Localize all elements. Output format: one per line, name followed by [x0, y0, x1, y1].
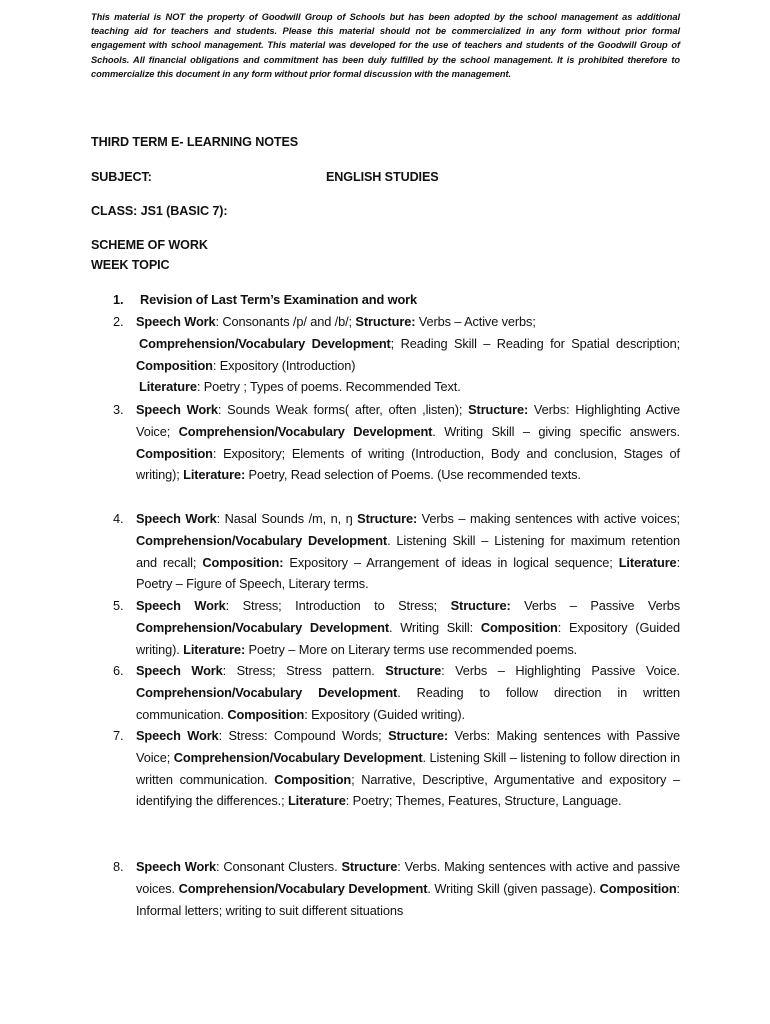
item-number: 5. — [113, 598, 124, 613]
comprehension-label: Comprehension/Vocabulary Development — [178, 423, 433, 439]
page-title: THIRD TERM E- LEARNING NOTES — [91, 135, 299, 149]
list-item — [113, 399, 680, 486]
literature-label: Literature — [139, 379, 197, 395]
item-number: 7. — [113, 728, 124, 743]
speech-work-label: Speech Work — [136, 728, 219, 743]
item-text: Expository – Arrangement of ideas in logical sequence; — [283, 554, 619, 570]
structure-label: Structure: — [388, 728, 449, 743]
comprehension-label: Comprehension/Vocabulary Development — [136, 684, 398, 700]
item-text: . Listening Skill – Listening for maximum retention and recall; — [136, 532, 680, 570]
item-number: 8. — [113, 859, 124, 874]
comprehension-label: Comprehension/Vocabulary Development — [178, 880, 428, 896]
item-text: : Sounds Weak forms( after, often ,listen); — [217, 402, 469, 417]
literature-label: Literature — [618, 554, 677, 570]
structure-label: Structure: — [357, 511, 418, 526]
structure-label: Structure — [385, 663, 442, 678]
literature-label: Literature: — [183, 467, 246, 483]
item-number: 2. — [113, 314, 124, 329]
item-text: ; Reading Skill – Reading for Spatial description; — [390, 335, 681, 351]
item-text: : Verbs. Making sentences with active and passive voices. — [136, 859, 680, 896]
item-text: Verbs: Highlighting Active Voice; — [136, 402, 680, 439]
item-text: . Listening Skill – listening to follow direction in written communication. — [136, 749, 681, 787]
list-item — [113, 508, 680, 595]
list-item — [113, 725, 681, 812]
item-text: : Poetry; Themes, Features, Structure, Language. — [345, 793, 622, 809]
composition-label: Composition — [136, 357, 213, 373]
item-text: : Expository (Guided writing). — [136, 619, 680, 657]
comprehension-label: Comprehension/Vocabulary Development — [136, 532, 388, 548]
item-text: : Expository (Introduction) — [212, 357, 356, 373]
item-text: Verbs – making sentences with active voices; — [417, 511, 680, 526]
item-text: Verbs – Active verbs; — [415, 314, 536, 329]
week-topic-heading: WEEK TOPIC — [91, 258, 170, 272]
scheme-heading: SCHEME OF WORK — [91, 238, 208, 252]
disclaimer-text: This material is NOT the property of Goodwill Group of Schools but has been adopted by the school management as additional teaching aid for teachers and students. Please this material should not be commercialized in any form without prior formal engagement with school management. This material was developed for the use of teachers and students of the Goodwill Group of Schools. All financial obligations and commitment has been duly fulfilled by the school management. It is prohibited therefore to commercialize this document in any form without prior formal discussion with the management. — [91, 12, 680, 79]
speech-work-label: Speech Work — [136, 314, 216, 329]
item-text: : Nasal Sounds /m, n, ŋ — [216, 511, 358, 526]
composition-label: Composition — [274, 771, 352, 787]
item-text: : Verbs – Highlighting Passive Voice. — [441, 663, 680, 678]
composition-label: Composition: — [202, 554, 284, 570]
item-text: Poetry, Read selection of Poems. (Use recommended texts. — [245, 467, 581, 483]
structure-label: Structure: — [450, 598, 511, 613]
item-number: 3. — [113, 402, 124, 417]
speech-work-label: Speech Work — [136, 859, 217, 874]
subject-label: SUBJECT: — [91, 170, 152, 184]
subject-value: ENGLISH STUDIES — [326, 170, 439, 184]
list-item — [113, 289, 684, 311]
item-text: : Poetry – Figure of Speech, Literary terms. — [136, 554, 680, 592]
speech-work-label: Speech Work — [136, 663, 223, 678]
item-text: Poetry – More on Literary terms use recommended poems. — [245, 641, 578, 657]
item-text: . Writing Skill: — [388, 619, 481, 635]
speech-work-label: Speech Work — [136, 511, 217, 526]
item-text: : Poetry ; Types of poems. Recommended Text. — [196, 379, 461, 395]
structure-label: Structure: — [468, 402, 529, 417]
item-text: . Reading to follow direction in written communication. — [136, 684, 681, 722]
structure-label: Structure: — [355, 314, 416, 329]
class-label: CLASS: JS1 (BASIC 7): — [91, 204, 228, 218]
list-item — [113, 660, 681, 725]
item-number: 4. — [113, 511, 124, 526]
item-text: : Expository (Guided writing). — [304, 706, 465, 722]
item-text: Revision of Last Term’s Examination and work — [140, 292, 418, 307]
item-text: Verbs – Passive Verbs — [510, 598, 680, 613]
literature-label: Literature — [287, 793, 346, 809]
comprehension-label: Comprehension/Vocabulary Development — [173, 749, 423, 765]
item-text: . Writing Skill (given passage). — [427, 880, 600, 896]
item-text: . Writing Skill – giving specific answers. — [432, 423, 680, 439]
speech-work-label: Speech Work — [136, 598, 226, 613]
item-text: : Consonants /p/ and /b/; — [215, 314, 356, 329]
item-text: : Stress: Compound Words; — [218, 728, 389, 743]
item-number: 1. — [113, 292, 124, 307]
item-text: : Stress; Stress pattern. — [222, 663, 386, 678]
composition-label: Composition — [227, 706, 305, 722]
composition-label: Composition — [480, 619, 558, 635]
item-text: : Informal letters; writing to suit different situations — [136, 880, 680, 918]
item-number: 6. — [113, 663, 124, 678]
item-text: ; Narrative, Descriptive, Argumentative and expository – identifying the differences.; — [136, 771, 680, 809]
literature-label: Literature: — [183, 641, 246, 657]
composition-label: Composition — [136, 445, 213, 461]
speech-work-label: Speech Work — [136, 402, 218, 417]
item-text: : Expository; Elements of writing (Introduction, Body and conclusion, Stages of writing); — [136, 445, 680, 483]
composition-label: Composition — [599, 880, 677, 896]
item-text: : Stress; Introduction to Stress; — [225, 598, 451, 613]
list-item — [113, 595, 680, 660]
item-text: : Consonant Clusters. — [216, 859, 342, 874]
comprehension-label: Comprehension/Vocabulary Development — [136, 619, 389, 635]
list-item — [113, 311, 681, 398]
list-item — [113, 856, 680, 921]
comprehension-label: Comprehension/Vocabulary Development — [139, 335, 391, 351]
item-text: Verbs: Making sentences with Passive Voice; — [136, 728, 680, 765]
structure-label: Structure — [341, 859, 398, 874]
